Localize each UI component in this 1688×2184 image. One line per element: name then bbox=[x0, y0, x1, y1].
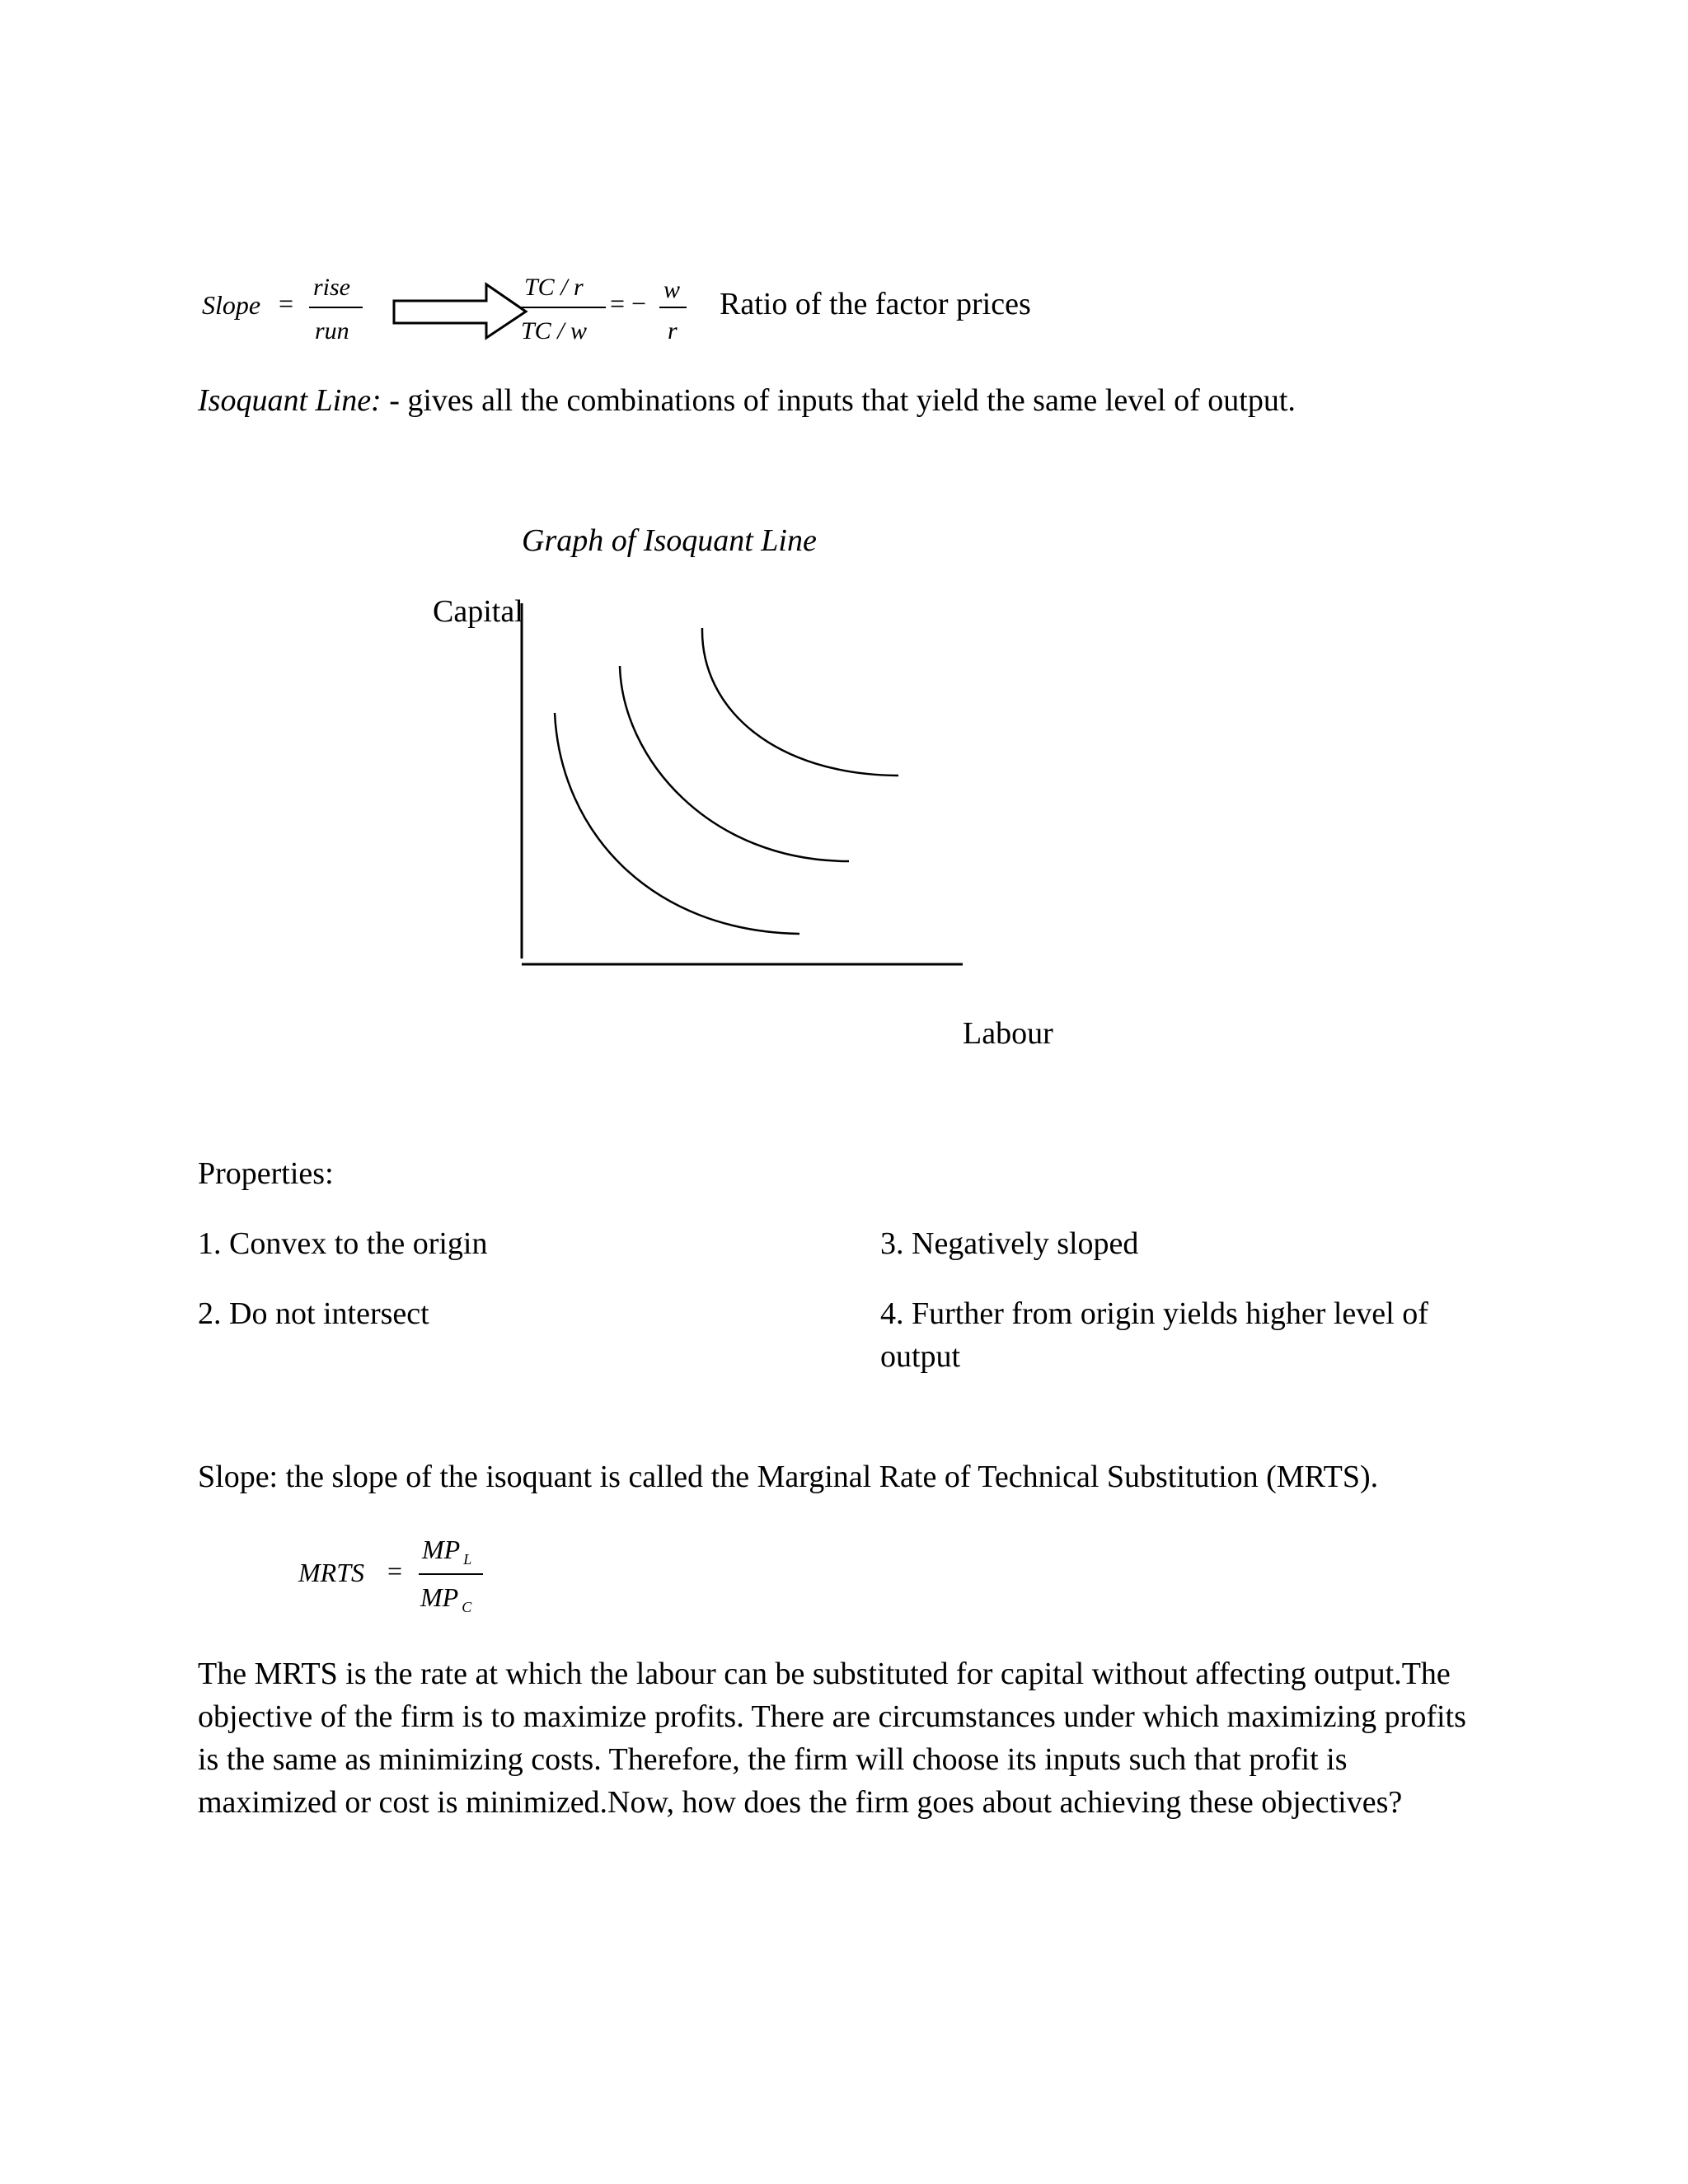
fraction-tc-w: TC / w bbox=[521, 317, 588, 344]
property-4-line-1: 4. Further from origin yields higher level of bbox=[880, 1296, 1428, 1331]
graph-title: Graph of Isoquant Line bbox=[522, 523, 817, 558]
fraction-rise: rise bbox=[313, 274, 350, 301]
equation-equals-1: = bbox=[279, 288, 294, 318]
mp-labour-subscript: L bbox=[463, 1551, 472, 1568]
mp-capital bbox=[420, 1582, 471, 1616]
factor-price-ratio-caption: Ratio of the factor prices bbox=[720, 287, 1031, 321]
properties-heading: Properties: bbox=[198, 1156, 334, 1191]
isoquant-definition-text: - gives all the combinations of inputs that yield the same level of output. bbox=[381, 383, 1296, 418]
property-2: 2. Do not intersect bbox=[198, 1296, 429, 1331]
mrts-label: MRTS bbox=[298, 1558, 364, 1587]
fraction-tc-r: TC / r bbox=[524, 274, 584, 301]
x-axis-label: Labour bbox=[963, 1016, 1053, 1051]
mrts-equals: = bbox=[387, 1556, 403, 1586]
fraction-r: r bbox=[668, 317, 678, 344]
mp-labour bbox=[422, 1535, 471, 1568]
mrts-paragraph: The MRTS is the rate at which the labour can be substituted for capital without affecting output.The objective of the firm is to maximize profits. There are circumstances under which maximizing profits is the same as minimizing costs. Therefore, the firm will choose its inputs such that profit is maximized or cost is minimized.Now, how does the firm goes about achieving these objectives? bbox=[198, 1657, 1466, 1820]
property-3: 3. Negatively sloped bbox=[880, 1226, 1139, 1261]
equation-equals-minus: = − bbox=[610, 288, 647, 318]
slope-definition: Slope: the slope of the isoquant is called the Marginal Rate of Technical Substitution (MRTS). bbox=[198, 1460, 1379, 1494]
isoquant-curve-1 bbox=[555, 713, 799, 934]
fraction-w: w bbox=[663, 276, 681, 303]
equation-slope-label: Slope bbox=[202, 290, 261, 320]
mp-capital-subscript: C bbox=[462, 1599, 472, 1616]
isoquant-definition bbox=[198, 382, 1296, 419]
isoquant-curve-3 bbox=[702, 628, 898, 776]
isoquant-term: Isoquant Line: bbox=[198, 383, 382, 418]
fraction-run: run bbox=[315, 317, 349, 344]
y-axis-label: Capital bbox=[433, 594, 523, 629]
mp-labour-symbol: MP bbox=[422, 1535, 461, 1564]
implies-arrow-icon bbox=[394, 284, 526, 338]
mp-capital-symbol: MP bbox=[420, 1582, 459, 1612]
property-4-line-2: output bbox=[880, 1339, 961, 1374]
property-1: 1. Convex to the origin bbox=[198, 1226, 488, 1261]
